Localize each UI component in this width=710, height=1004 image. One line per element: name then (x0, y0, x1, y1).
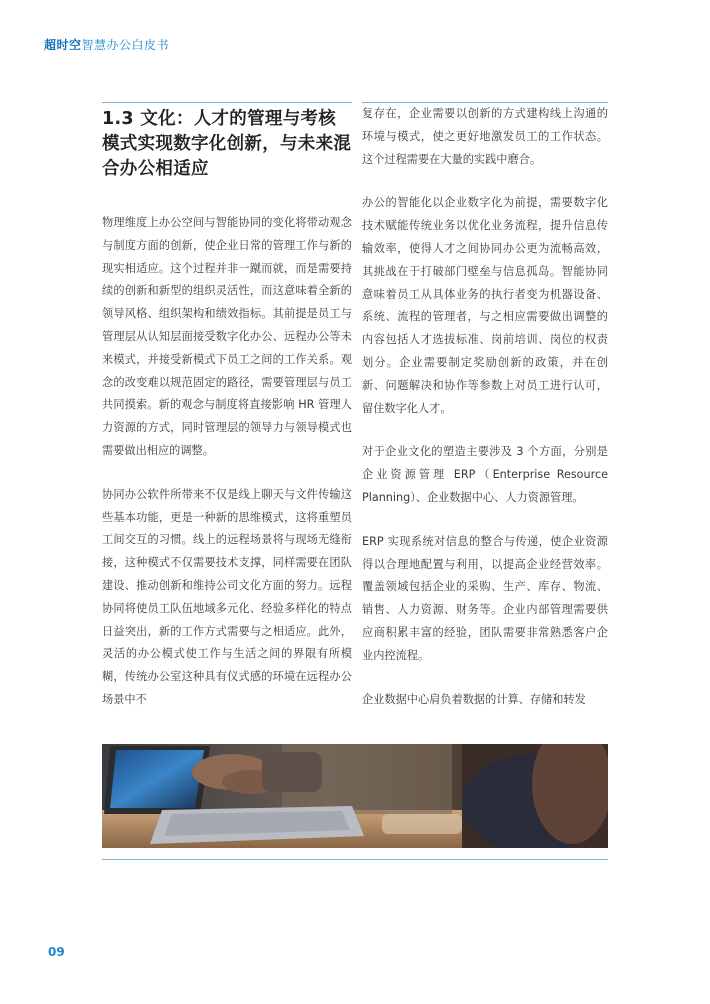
section-title: 1.3 文化：人才的管理与考核模式实现数字化创新，与未来混合办公相适应 (102, 109, 352, 179)
office-laptop-photo (102, 744, 608, 848)
header-title: 智慧办公白皮书 (81, 38, 170, 52)
left-column (102, 102, 352, 712)
document-header (44, 36, 169, 53)
right-paragraph-2: 办公的智能化以企业数字化为前提，需要数字化技术赋能传统业务以优化业务流程，提升信息传输效率，使得人才之间协同办公更为流畅高效，其挑战在于打破部门壁垒与信息孤岛。智能协同意味着员工从具体业务的执行者变为机器设备、系统、流程的管理者，与之相应需要做出调整的内容包括人才选拔标准、岗前培训、岗位的权责划分。企业需要制定奖励创新的政策，并在创新、问题解决和协作等参数上对员工进行认可，留住数字化人才。 (362, 196, 608, 415)
right-paragraph-4: ERP 实现系统对信息的整合与传递，使企业资源得以合理地配置与利用，以提高企业经营效率。覆盖领域包括企业的采购、生产、库存、物流、销售、人力资源、财务等。企业内部管理需要供应商积累丰富的经验，团队需要非常熟悉客户企业内控流程。 (362, 534, 608, 662)
left-paragraph-2: 协同办公软件所带来不仅是线上聊天与文件传输这些基本功能，更是一种新的思维模式，这将重塑员工间交互的习惯。线上的远程场景将与现场无缝衔接，这种模式不仅需要技术支撑，同样需要在团队建设、推动创新和维持公司文化方面的努力。远程协同将使员工队伍地域多元化、经验多样化的特点日益突出，新的工作方式需要与之相适应。此外，灵活的办公模式使工作与生活之间的界限有所模糊，传统办公室这种具有仪式感的环境在远程办公场景中不 (102, 487, 352, 706)
header-brand: 超时空 (44, 38, 82, 52)
right-column (362, 102, 608, 711)
bottom-divider (102, 859, 608, 860)
right-paragraph-5: 企业数据中心肩负着数据的计算、存储和转发 (362, 692, 586, 706)
right-paragraph-3: 对于企业文化的塑造主要涉及 3 个方面，分别是企业资源管理 ERP（Enterprise Resource Planning）、企业数据中心、人力资源管理。 (362, 445, 608, 504)
left-paragraph-1: 物理维度上办公空间与智能协同的变化将带动观念与制度方面的创新，使企业日常的管理工作与新的现实相适应。这个过程并非一蹴而就，而是需要持续的创新和新型的组织灵活性，而这意味着全新的领导风格、组织架构和绩效指标。其前提是员工与管理层从认知层面接受数字化办公、远程办公等未来模式，并接受新模式下员工之间的工作关系。观念的改变难以规范固定的路径，需要管理层与员工共同摸索。新的观念与制度将直接影响 HR 管理人力资源的方式，同时管理层的领导力与领导模式也需要做出相应的调整。 (102, 216, 352, 457)
photo-illustration (102, 744, 608, 848)
right-paragraph-1: 复存在，企业需要以创新的方式建构线上沟通的环境与模式，使之更好地激发员工的工作状态。这个过程需要在大量的实践中磨合。 (362, 107, 608, 166)
page-number: 09 (48, 945, 65, 959)
